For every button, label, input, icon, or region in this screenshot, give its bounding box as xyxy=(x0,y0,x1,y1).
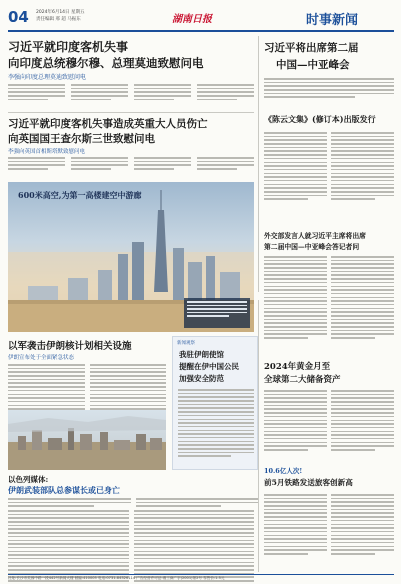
footer-rule xyxy=(8,574,394,575)
article-xi-india-crash xyxy=(8,38,254,110)
column-divider-lower xyxy=(258,300,259,572)
body-text xyxy=(264,78,394,98)
page-header xyxy=(0,0,401,34)
body-text xyxy=(8,157,254,170)
body-text xyxy=(8,498,258,507)
headline[interactable]: 前5月铁路发送旅客创新高 xyxy=(264,478,353,487)
column-divider xyxy=(258,36,259,292)
photo-caption-box xyxy=(184,298,250,328)
headline-line2[interactable]: 中国—中亚峰会 xyxy=(276,59,350,71)
headline[interactable]: 习近平就印度客机失事造成英重大人员伤亡 xyxy=(8,118,208,130)
headline[interactable]: 我驻伊朗使馆 xyxy=(179,350,224,359)
headline[interactable]: 以军袭击伊朗核计划相关设施 xyxy=(8,341,132,352)
subheadline: 李强向印度总理莫迪致慰问电 xyxy=(8,74,87,81)
headline-line2[interactable]: 伊朗武装部队总参谋长或已身亡 xyxy=(8,485,120,495)
headline[interactable]: 2024年黄金月至 xyxy=(264,362,331,372)
kicker: 10.6亿人次! xyxy=(264,467,303,475)
article-gold-reserves xyxy=(264,360,394,460)
article-xi-uk-condolence xyxy=(8,116,254,178)
body-text xyxy=(8,84,254,100)
body-text xyxy=(264,494,394,555)
article-israel-media xyxy=(8,474,166,508)
page-number: 04 xyxy=(8,8,29,26)
photo-tehran[interactable] xyxy=(8,410,166,470)
subheadline: 伊朗宣布处于全面紧急状态 xyxy=(8,355,75,361)
headline-line2[interactable]: 全球第二大储备资产 xyxy=(264,375,341,385)
section-rule xyxy=(8,112,254,113)
headline[interactable]: 以色列媒体: xyxy=(8,475,49,484)
body-text xyxy=(264,132,394,200)
article-railway-passengers xyxy=(264,466,394,570)
date-line: 2024年6月14日 星期五 xyxy=(36,10,85,15)
cityscape-illustration xyxy=(8,410,166,470)
headline[interactable]: 习近平将出席第二届 xyxy=(264,42,359,54)
headline-line2[interactable]: 向印度总统穆尔穆、总理莫迪致慰问电 xyxy=(8,56,204,70)
headline[interactable]: 外交部发言人就习近平主席将出席 xyxy=(264,232,366,240)
article-chen-yun-collection xyxy=(264,112,394,224)
body-text xyxy=(178,389,254,457)
headline-line2[interactable]: 第二届中国—中亚峰会答记者问 xyxy=(264,243,360,251)
photo-skyscraper[interactable] xyxy=(8,182,254,332)
headline[interactable]: 习近平就印度客机失事 xyxy=(8,40,129,54)
editor-line: 责任编辑 邢 超 马振东 xyxy=(36,17,81,22)
article-israel-media-body xyxy=(8,510,254,584)
body-text xyxy=(264,390,394,451)
masthead-logo: 湖南日报 xyxy=(172,14,212,25)
subheadline: 李强向英国首相斯塔默致慰问电 xyxy=(8,149,86,155)
article-fm-spokesperson xyxy=(264,230,394,358)
headline-line2[interactable]: 提醒在伊中国公民 xyxy=(179,362,239,371)
article-israel-iran-strike xyxy=(8,338,166,408)
header-rule xyxy=(8,30,394,32)
article-xi-china-central-asia-summit xyxy=(264,40,394,105)
section-title: 时事新闻 xyxy=(306,13,359,28)
headline[interactable]: 《陈云文集》(修订本)出版发行 xyxy=(264,114,376,124)
footer-info: 社址:长沙市芙蓉中路一段442号新闻大楼 邮编:410005 电话:0731-84326114 广告经营许可证:湘工商广字(2001)第2号 零售价:1.5元 xyxy=(8,576,225,580)
photo-caption-title: 600米高空,为第一高楼建空中游廊 xyxy=(18,190,142,200)
kicker: 新闻观察 xyxy=(177,341,195,346)
body-text xyxy=(264,256,394,339)
article-embassy-notice xyxy=(172,336,258,470)
headline-line3[interactable]: 加强安全防范 xyxy=(179,374,224,383)
headline-line2[interactable]: 向英国国王查尔斯三世致慰问电 xyxy=(8,133,155,145)
